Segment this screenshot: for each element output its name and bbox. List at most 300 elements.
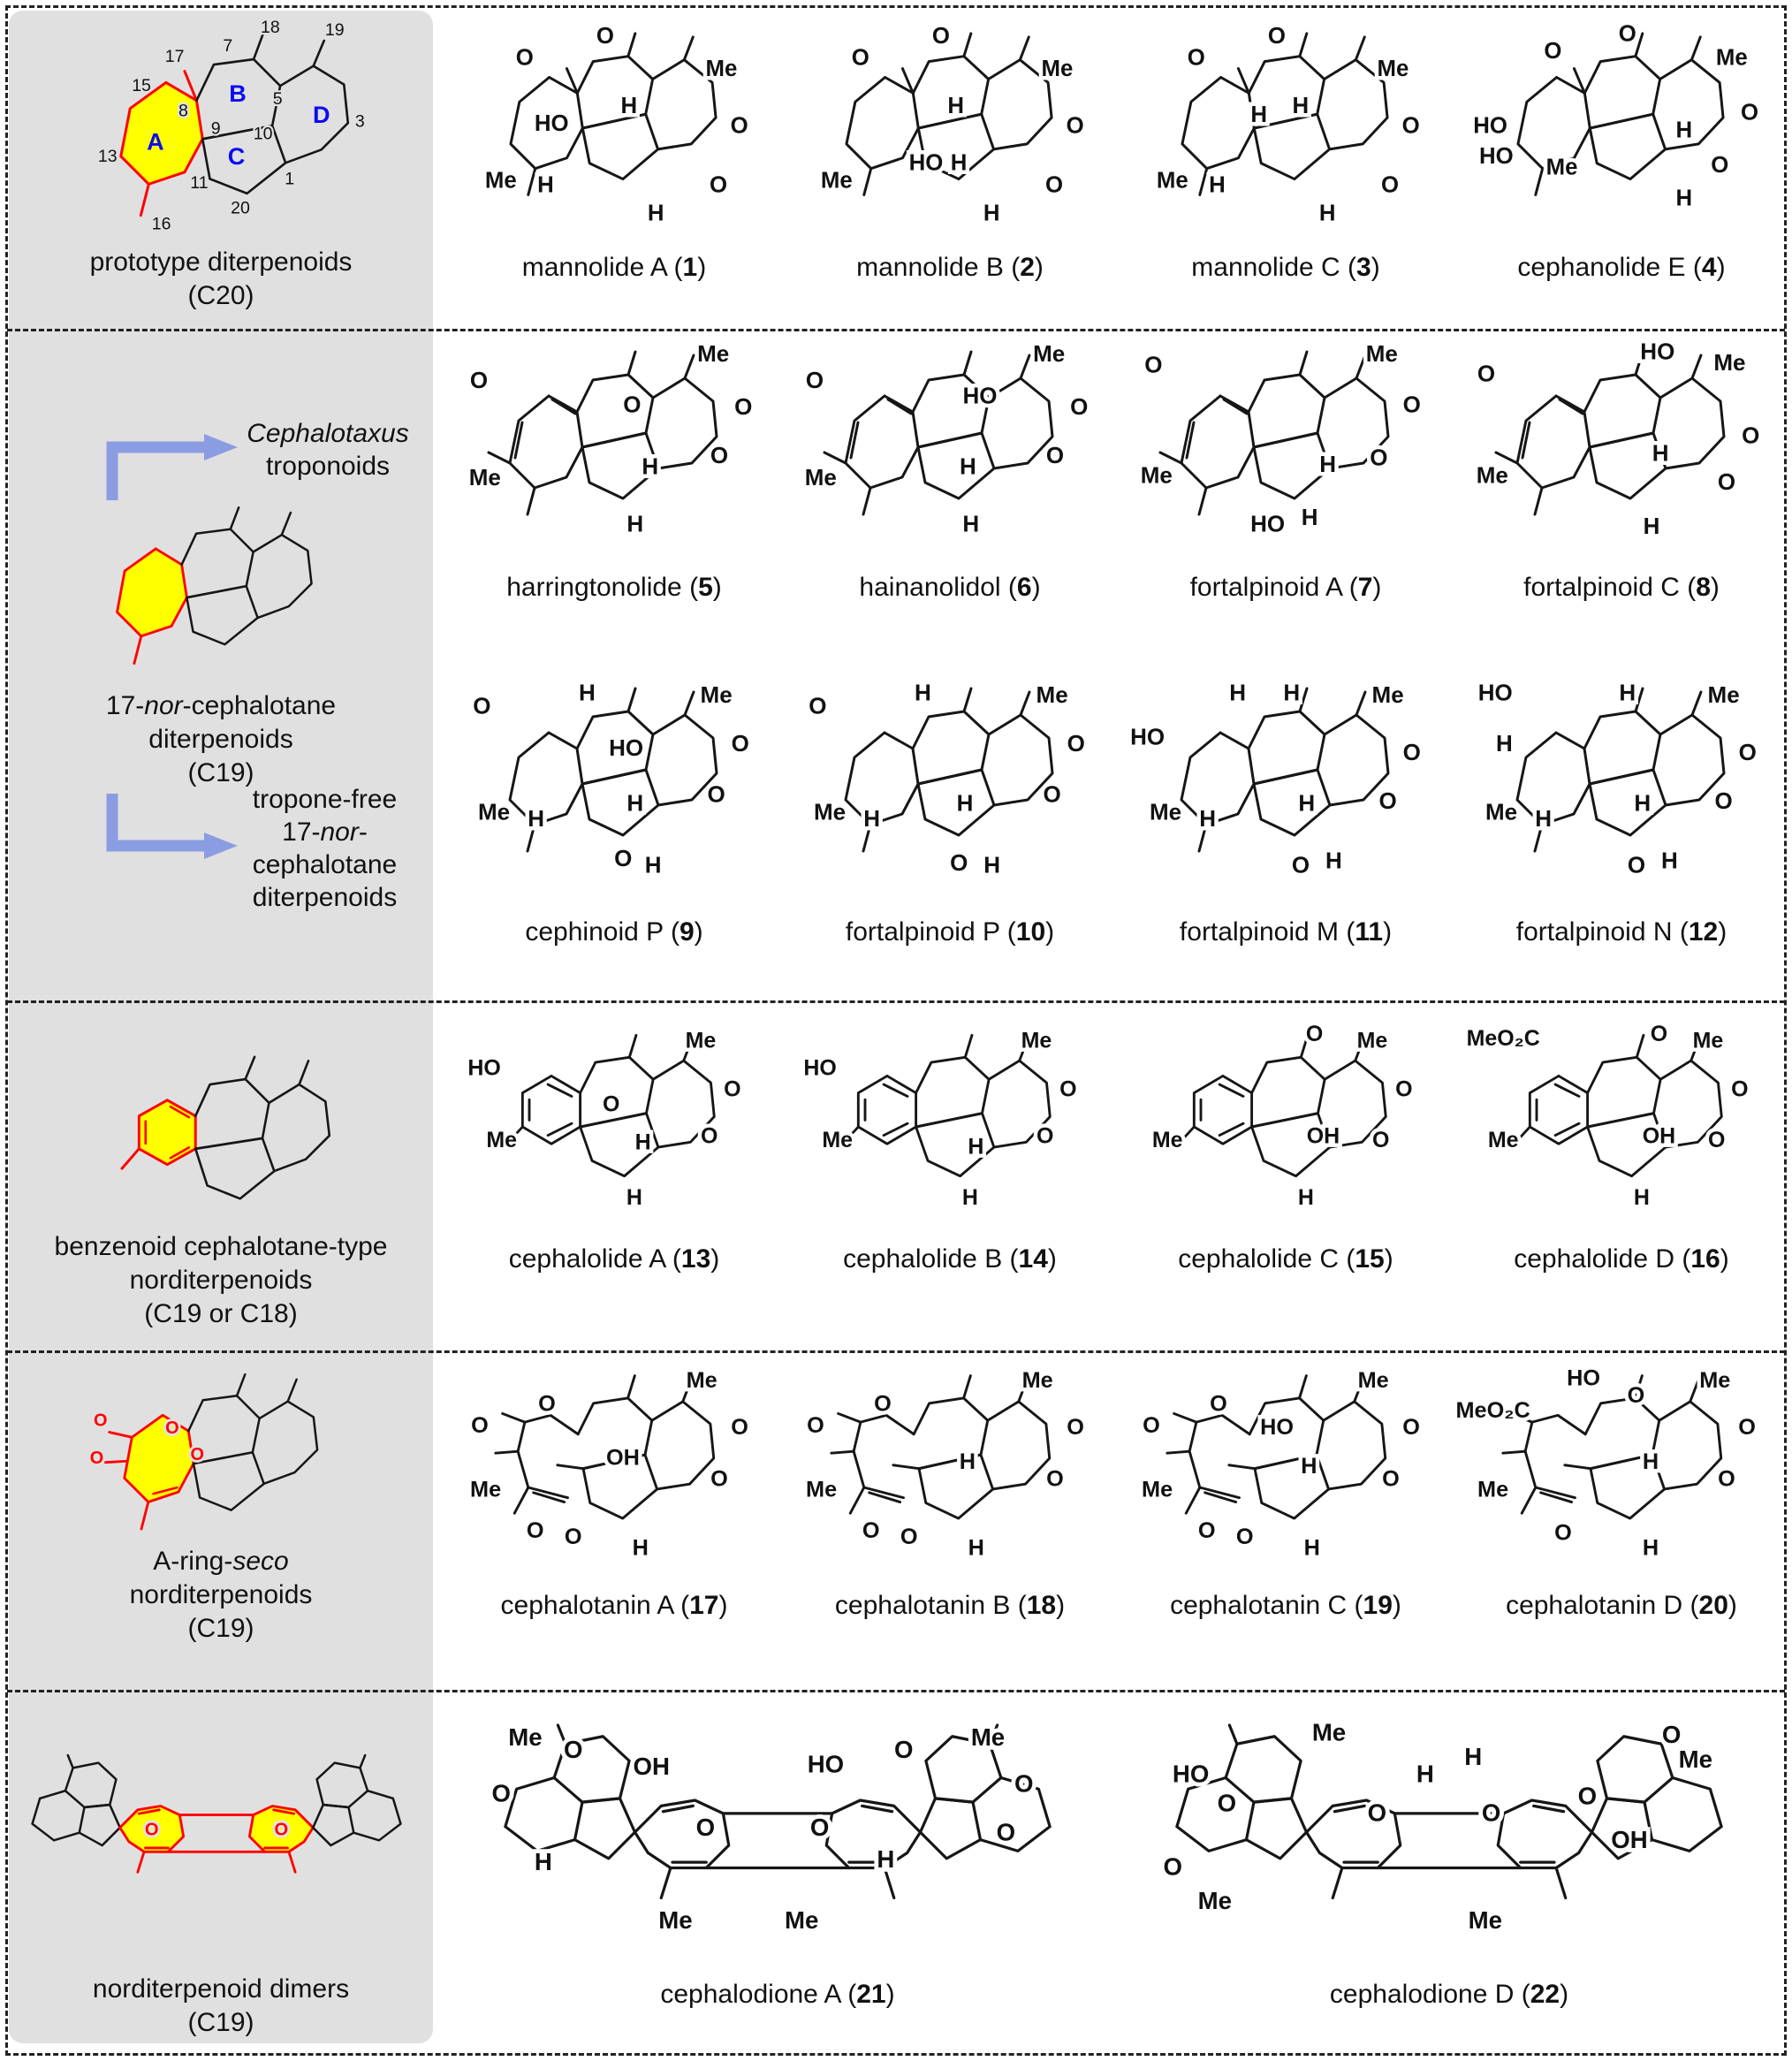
atom-label: O <box>1144 351 1163 378</box>
atom-label: O <box>809 692 827 719</box>
bond-line <box>33 1791 85 1840</box>
atom-label: O <box>701 1123 718 1149</box>
atom-label: HO <box>962 382 998 409</box>
atom-label: Me <box>1476 461 1508 489</box>
bond-line <box>893 1465 919 1469</box>
atom-label: Me <box>1033 340 1066 367</box>
bond-line <box>964 688 971 711</box>
structure-8 <box>1471 338 1772 562</box>
atom-label: O <box>894 1735 914 1763</box>
bond-line <box>1229 1465 1255 1469</box>
bond-line <box>1334 1806 1364 1811</box>
compound-name: mannolide C <box>1191 253 1340 282</box>
bond-line <box>528 488 535 514</box>
bond-line <box>314 41 324 66</box>
dimer-skeleton-diagram <box>13 1748 420 1925</box>
atom-label: O <box>724 1076 741 1102</box>
bond-line <box>134 636 141 664</box>
atom-label: O <box>94 1411 108 1431</box>
bond-line <box>105 1461 126 1462</box>
bond-line <box>652 1402 714 1489</box>
bond-line <box>864 169 871 195</box>
structure-21 <box>477 1722 1078 1969</box>
atom-label: O <box>1059 1076 1077 1102</box>
bond-line <box>1556 1868 1566 1898</box>
bond-line <box>496 1451 518 1453</box>
bond-line <box>1254 770 1330 835</box>
atom-label: O <box>614 845 633 871</box>
atom-label: H <box>959 1449 976 1475</box>
atom-label: H <box>537 172 554 198</box>
bond-line <box>1588 1057 1661 1127</box>
atom-label: Me <box>686 1367 718 1393</box>
atom-label: O <box>1067 1415 1084 1441</box>
atom-label: O <box>1043 780 1061 808</box>
bond-line <box>1249 375 1325 447</box>
atom-label: O <box>1367 1799 1387 1827</box>
atom-label: Me <box>1545 155 1578 180</box>
compound-number: 18 <box>1026 1591 1057 1620</box>
compound-name: cephalodione A <box>660 1980 840 2009</box>
atom-label: O <box>710 1466 728 1492</box>
bond-line <box>558 1465 583 1469</box>
bond-line <box>684 37 693 60</box>
atom-label: H <box>1633 1184 1650 1210</box>
bond-line <box>1659 1402 1721 1489</box>
compound-name: fortalpinoid C <box>1523 573 1680 602</box>
bond-line <box>1636 34 1643 57</box>
bond-line <box>1229 1725 1237 1744</box>
atom-label: O <box>1305 1022 1324 1047</box>
locant-label: 18 <box>261 18 280 38</box>
atom-label: O <box>274 1820 289 1840</box>
atom-label: O <box>931 23 950 49</box>
bond-line <box>863 488 870 514</box>
atom-label: H <box>1292 94 1310 119</box>
caption-line: (C19) <box>187 758 254 787</box>
compound-number: 2 <box>1020 253 1035 282</box>
atom-label: O <box>1070 393 1089 420</box>
bond-line <box>826 1800 920 1868</box>
compound-number: 3 <box>1356 253 1371 282</box>
label-cephalotaxus-troponoids <box>223 417 433 483</box>
atom-label: H <box>620 94 638 119</box>
atom-label: OH <box>1611 1825 1648 1853</box>
caption-part: A-ring- <box>153 1547 233 1576</box>
atom-label: O <box>1742 422 1760 449</box>
bond-line <box>1252 1057 1325 1127</box>
caption-part: - <box>358 818 368 847</box>
atom-label: H <box>626 789 644 817</box>
atom-label: O <box>1045 172 1064 198</box>
atom-label: H <box>960 453 976 480</box>
atom-label: Me <box>1365 340 1398 367</box>
compound-number: 15 <box>1355 1244 1385 1274</box>
atom-label: HO <box>1260 1415 1295 1441</box>
atom-label: H <box>644 851 662 878</box>
bond-line <box>1181 733 1254 825</box>
caption-line: norditerpenoids <box>129 1266 313 1295</box>
bond-line <box>138 1852 144 1872</box>
atom-label: Me <box>1713 349 1746 376</box>
atom-label: O <box>596 23 614 49</box>
atom-label: O <box>1372 1128 1390 1153</box>
atom-label: O <box>1187 45 1205 71</box>
bond-line <box>503 1413 525 1422</box>
compound-name: cephalotanin D <box>1506 1591 1683 1620</box>
compound-name: fortalpinoid P <box>845 917 1000 947</box>
atom-label: Me <box>806 1477 838 1502</box>
label-line: diterpenoids <box>252 883 398 912</box>
bond-line <box>514 1487 528 1513</box>
atom-label: Me <box>477 798 511 825</box>
compound-name: cephalodione D <box>1329 1980 1515 2009</box>
atom-label: Me <box>820 168 853 194</box>
atom-label: H <box>1325 847 1342 874</box>
structure-19 <box>1135 1365 1436 1580</box>
structure-15 <box>1135 1022 1436 1234</box>
atom-label: Me <box>1156 168 1188 194</box>
bond-line <box>505 1778 582 1852</box>
atom-label: Me <box>1371 681 1404 708</box>
bond-line <box>1660 378 1724 468</box>
caption-17-nor-cephalotane <box>9 689 433 790</box>
atom-label: O <box>623 391 642 418</box>
bond-line <box>140 184 148 215</box>
compound-number: 14 <box>1018 1244 1048 1274</box>
atom-label: O <box>731 1415 748 1441</box>
atom-label: H <box>961 1184 978 1210</box>
atom-label: O <box>1402 1415 1420 1441</box>
atom-label: Me <box>1715 45 1748 71</box>
structure-17 <box>464 1365 764 1580</box>
structure-22 <box>1149 1718 1750 1969</box>
atom-label: O <box>1143 1412 1160 1438</box>
atom-label: H <box>947 94 965 119</box>
bond-line <box>577 57 652 128</box>
atom-label: H <box>1675 186 1693 211</box>
atom-label: O <box>707 780 725 808</box>
structure-1 <box>464 23 764 242</box>
atom-label: H <box>1283 679 1301 706</box>
bond-line <box>1226 1737 1301 1802</box>
compound-label-20: cephalotanin D (20) <box>1506 1591 1737 1620</box>
atom-label: HO <box>534 111 569 137</box>
atom-label: HO <box>803 1055 837 1081</box>
compound-number: 22 <box>1530 1980 1560 2009</box>
compound-name: mannolide B <box>856 253 1004 282</box>
atom-label: H <box>1318 201 1336 226</box>
bond-line <box>964 352 971 375</box>
atom-label: O <box>950 849 968 876</box>
structure-4 <box>1471 23 1772 242</box>
compound-label-8: fortalpinoid C (8) <box>1523 573 1720 602</box>
bond-line <box>663 1806 693 1811</box>
compound-name: fortalpinoid N <box>1515 917 1673 947</box>
bond-line <box>1300 352 1307 375</box>
caption-line: (C19 or C18) <box>144 1299 298 1328</box>
atom-label: O <box>1627 1382 1645 1408</box>
compound-name: cephalotanin A <box>500 1591 673 1620</box>
bond-line <box>349 1791 401 1840</box>
atom-label: Me <box>822 1128 854 1153</box>
compound-name: cephalolide B <box>843 1244 1003 1274</box>
bond-line <box>195 1138 274 1198</box>
compound-label-18: cephalotanin B (18) <box>834 1591 1066 1620</box>
locant-label: 15 <box>132 76 151 96</box>
atom-label: Me <box>1151 1128 1183 1153</box>
atom-label: O <box>851 45 869 71</box>
atom-label: Me <box>1699 1367 1731 1393</box>
compound-label-9: cephinoid P (9) <box>525 917 703 947</box>
locant-label: 3 <box>354 111 365 132</box>
atom-label: H <box>956 789 974 817</box>
bond-line <box>122 1149 139 1168</box>
atom-label: H <box>877 1845 895 1874</box>
atom-label: O <box>1627 851 1646 878</box>
bond-line <box>1503 1451 1525 1453</box>
atom-label: O <box>1036 1123 1054 1149</box>
structure-20 <box>1455 1365 1772 1580</box>
bond-line <box>1224 399 1247 414</box>
atom-label: O <box>1554 1520 1572 1546</box>
atom-label: H <box>1652 439 1669 467</box>
bond-line <box>1536 169 1543 195</box>
compound-number: 21 <box>856 1980 886 2009</box>
prototype-ring-system-diagram <box>25 19 414 239</box>
compound-name: cephinoid P <box>525 917 664 947</box>
atom-label: O <box>1738 739 1757 765</box>
atom-label: O <box>1738 1415 1756 1441</box>
atom-label: O <box>731 730 749 757</box>
atom-label: O <box>1395 1076 1413 1102</box>
bond-line <box>854 1415 914 1497</box>
locant-label: 11 <box>190 172 209 193</box>
compound-number: 6 <box>1016 573 1032 602</box>
caption-line: prototype diterpenoids <box>89 247 353 277</box>
atom-label: OH <box>605 1445 640 1471</box>
bond-line <box>628 34 635 57</box>
bond-line <box>1525 1415 1585 1497</box>
compound-number: 11 <box>1355 917 1384 947</box>
label-line: tropone-free <box>252 785 398 814</box>
caption-line <box>9 1545 433 1578</box>
caption-part-italic: nor <box>320 818 359 847</box>
compound-label-7: fortalpinoid A (7) <box>1189 573 1382 602</box>
compound-label-4: cephanolide E (4) <box>1517 253 1726 282</box>
bond-line <box>1356 692 1365 715</box>
bond-line <box>186 586 257 644</box>
bond-line <box>118 549 187 636</box>
atom-label: OH <box>1306 1123 1340 1149</box>
bond-line <box>1590 770 1666 835</box>
atom-label: O <box>1401 113 1420 139</box>
atom-label: H <box>1199 805 1216 832</box>
atom-label: Me <box>1477 1477 1509 1502</box>
bond-line <box>1020 37 1029 60</box>
bond-line <box>1021 692 1029 715</box>
atom-label: Me <box>785 1906 819 1935</box>
atom-label: HO <box>1640 338 1675 365</box>
atom-label: H <box>1229 679 1246 706</box>
caption-dimers <box>9 1973 433 2040</box>
compound-label-13: cephalolide A (13) <box>508 1244 720 1274</box>
compound-label-12: fortalpinoid N (12) <box>1515 917 1727 947</box>
compound-number: 5 <box>698 573 713 602</box>
bond-line <box>317 1763 368 1807</box>
atom-label: Me <box>1140 461 1173 489</box>
bond-line <box>1300 1376 1307 1398</box>
atom-label: H <box>968 1134 984 1160</box>
row-separator-3 <box>7 1350 1785 1353</box>
atom-label: O <box>473 692 491 719</box>
sidebar-panel <box>9 11 433 2043</box>
caption-line: benzenoid cephalotane-type <box>54 1232 388 1261</box>
bond-line <box>839 1413 861 1422</box>
bond-line <box>139 1100 195 1165</box>
atom-label: H <box>968 1535 984 1561</box>
bond-line <box>831 1451 854 1453</box>
atom-label: H <box>1634 789 1652 817</box>
atom-label: O <box>1370 444 1388 471</box>
atom-label: HO <box>609 734 644 761</box>
bond-line <box>1249 711 1325 784</box>
ring-letter-A: A <box>147 128 164 156</box>
bond-line <box>1692 692 1701 715</box>
bond-line <box>629 1035 636 1057</box>
bond-line <box>237 1374 245 1396</box>
atom-label: Me <box>486 1128 518 1153</box>
compound-name: fortalpinoid A <box>1189 573 1342 602</box>
locant-label: 8 <box>178 101 188 121</box>
bond-line <box>1255 1455 1329 1518</box>
compound-label-15: cephalolide C (15) <box>1178 1244 1393 1274</box>
atom-label: H <box>1464 1743 1483 1771</box>
bond-line <box>246 1057 254 1079</box>
atom-label: H <box>626 1184 642 1210</box>
atom-label: O <box>165 1418 179 1438</box>
compound-label-1: mannolide A (1) <box>521 253 707 282</box>
compound-number: 13 <box>680 1244 711 1274</box>
atom-label: Me <box>1197 1887 1232 1915</box>
atom-label: H <box>1496 730 1513 757</box>
atom-label: Me <box>468 464 501 491</box>
bond-line <box>1174 1413 1196 1422</box>
atom-label: H <box>1675 118 1693 143</box>
compound-label-22: cephalodione D (22) <box>1329 1980 1569 2009</box>
atom-label: Me <box>813 798 847 825</box>
caption-part: 17- <box>105 691 145 720</box>
atom-label: O <box>1217 1789 1237 1817</box>
atom-label: H <box>983 201 1000 226</box>
atom-label: HO <box>807 1750 845 1778</box>
atom-label: O <box>526 1517 544 1543</box>
atom-label: O <box>1650 1022 1668 1047</box>
caption-line: (C19) <box>187 1614 254 1643</box>
row-separator-1 <box>7 329 1785 331</box>
compound-number: 20 <box>1698 1591 1728 1620</box>
bond-line <box>289 1852 295 1872</box>
locant-label: 16 <box>151 214 171 234</box>
atom-label: Me <box>1036 681 1068 708</box>
ring-letter-B: B <box>229 80 247 108</box>
atom-label: MeO₂C <box>1455 1397 1530 1423</box>
bond-line <box>965 1035 972 1057</box>
atom-label: HO <box>908 150 944 176</box>
bond-line <box>1300 34 1307 57</box>
locant-label: 19 <box>324 20 345 41</box>
a-ring-seco-skeleton-diagram <box>53 1368 367 1538</box>
compound-name: cephalolide D <box>1514 1244 1675 1274</box>
compound-number: 12 <box>1688 917 1719 947</box>
compound-number: 17 <box>689 1591 719 1620</box>
bond-line <box>1560 399 1583 414</box>
bond-line <box>862 1806 892 1811</box>
structure-16 <box>1466 1022 1772 1234</box>
label-tropone-free <box>212 783 437 914</box>
atom-label: H <box>1301 1453 1317 1479</box>
atom-label: H <box>1642 1535 1659 1561</box>
atom-label: O <box>1711 153 1729 179</box>
atom-label: O <box>1163 1852 1182 1881</box>
atom-label: H <box>1303 1535 1320 1561</box>
row-separator-2 <box>7 1000 1785 1003</box>
atom-label: HO <box>1172 1760 1210 1788</box>
atom-label: Me <box>508 1723 543 1751</box>
bond-line <box>1584 57 1659 128</box>
bond-line <box>685 355 694 378</box>
bond-line <box>1200 169 1207 195</box>
atom-label: O <box>144 1820 159 1840</box>
structure-3 <box>1135 23 1436 242</box>
bond-line <box>1356 355 1365 378</box>
bond-line <box>575 1799 635 1859</box>
atom-label: Me <box>470 1477 502 1502</box>
bond-line <box>552 399 575 414</box>
compound-name: harringtonolide <box>506 573 682 602</box>
bond-line <box>850 1487 864 1513</box>
bond-line <box>1333 1868 1342 1898</box>
structure-7 <box>1135 341 1436 562</box>
bond-line <box>1254 433 1330 498</box>
atom-label: O <box>1544 39 1562 65</box>
compound-number: 7 <box>1357 573 1373 602</box>
bond-line <box>846 733 918 825</box>
bond-line <box>661 1868 671 1898</box>
bond-line <box>1590 114 1665 179</box>
atom-label: HO <box>1130 723 1166 750</box>
bond-line <box>964 34 971 57</box>
caption-line: (C20) <box>187 281 254 310</box>
atom-label: Me <box>970 1723 1006 1751</box>
bond-line <box>1522 1487 1536 1513</box>
atom-label: O <box>1378 787 1397 814</box>
bond-line <box>653 378 717 468</box>
caption-line: norditerpenoid dimers <box>92 1974 350 2004</box>
locant-label: 7 <box>223 36 233 57</box>
compound-label-11: fortalpinoid M (11) <box>1179 917 1393 947</box>
atom-label: Me <box>697 340 730 367</box>
atom-label: O <box>1481 1799 1501 1827</box>
compound-number: 1 <box>682 253 698 282</box>
atom-label: Me <box>484 168 517 194</box>
bond-line <box>1021 355 1029 378</box>
atom-label: H <box>1297 1184 1314 1210</box>
bond-line <box>254 34 263 60</box>
bond-line <box>582 114 657 179</box>
atom-label: O <box>1066 113 1084 139</box>
arrow-shaft <box>112 794 208 846</box>
